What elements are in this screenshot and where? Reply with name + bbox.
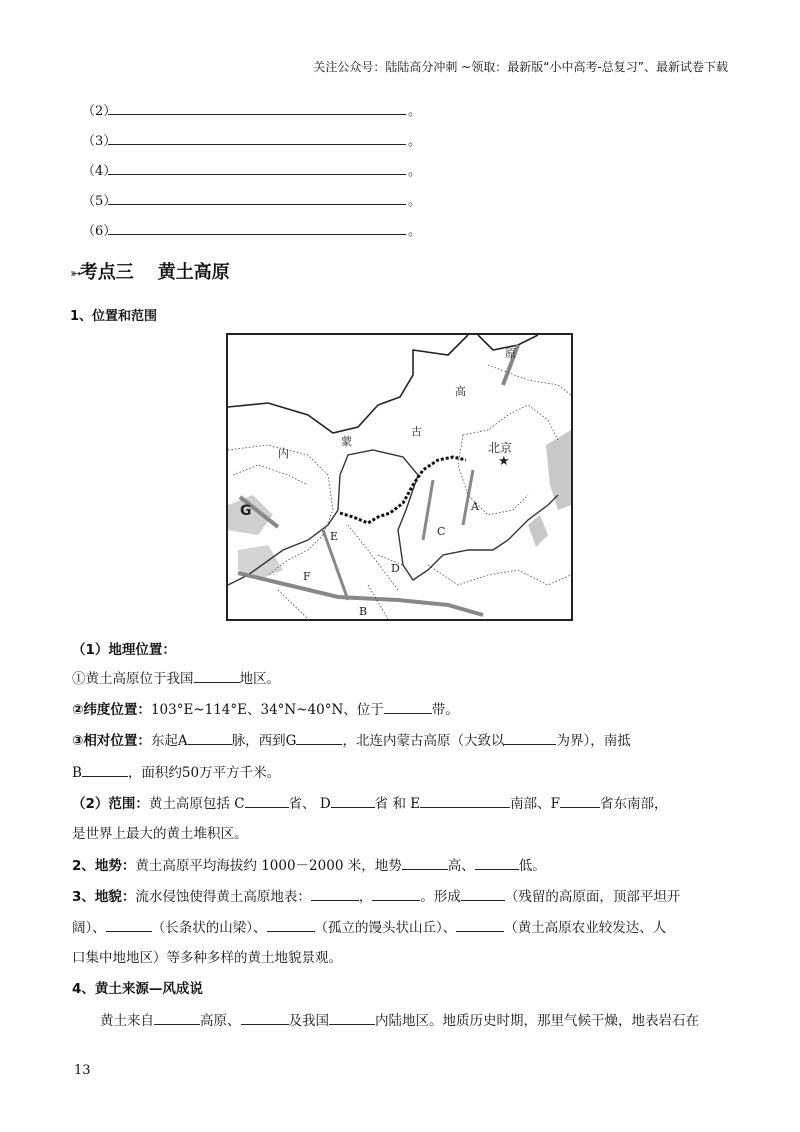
map-label-nei: 内: [278, 447, 289, 460]
line-terrain: [72, 855, 546, 876]
period: 。: [408, 104, 422, 119]
text: 黄土高原平均海拔约 1000－2000 米，地势: [135, 858, 402, 874]
header-note: 关注公众号：陆陆高分冲刺 ~领取：最新版“小中高考-总复习”、最新试卷下载: [313, 60, 728, 74]
text: （残留的高原面，顶部平坦开: [504, 889, 681, 905]
line-landform-2: [72, 917, 666, 938]
text: 。形成: [420, 889, 461, 905]
map-label-gao: 高: [455, 385, 466, 398]
line-scope-2: 是世界上最大的黄土堆积区。: [72, 826, 248, 842]
item-number: （2）: [82, 104, 117, 119]
text: 黄土高原包括 C: [148, 796, 245, 812]
answer-blank[interactable]: [106, 917, 152, 932]
blank-item-2: [82, 100, 421, 119]
sea-area: [546, 430, 571, 510]
section-number: 考点三: [79, 262, 134, 283]
answer-blank[interactable]: [560, 793, 600, 808]
text: 省东南部，: [599, 796, 668, 812]
text: B: [72, 765, 82, 781]
period: 。: [408, 134, 422, 149]
map-label-beijing: 北京: [488, 441, 513, 455]
lvliang-mountains: [423, 480, 433, 540]
label: ③相对位置：: [72, 733, 151, 749]
answer-blank[interactable]: [267, 917, 315, 932]
great-wall: [340, 457, 466, 523]
text: 高原、: [200, 1013, 241, 1029]
answer-blank[interactable]: [331, 793, 375, 808]
heading-position: 1、位置和范围: [70, 309, 158, 324]
text: 103°E~114°E、34°N~40°N、位于: [150, 702, 384, 718]
heading-loess-source: 4、黄土来源—风成说: [72, 981, 203, 997]
answer-blank[interactable]: [329, 1010, 375, 1025]
beijing-star-icon: ★: [498, 454, 510, 469]
text: （孤立的馒头状山丘）、: [314, 920, 457, 936]
answer-blank[interactable]: [188, 730, 232, 745]
national-border: [228, 335, 468, 433]
period: 。: [408, 224, 422, 239]
answer-line[interactable]: [108, 222, 406, 235]
subsection-location: （1）地理位置：: [72, 642, 176, 658]
map-label-B: B: [359, 605, 368, 618]
taihang-mountains: [463, 470, 473, 525]
loess-plateau-map: [226, 333, 573, 621]
answer-blank[interactable]: [475, 855, 519, 870]
blank-item-4: [82, 160, 421, 179]
label: ②纬度位置：: [72, 702, 151, 718]
text: 东起A: [150, 733, 188, 749]
map-label-F: F: [303, 570, 311, 583]
label: 3、地貌：: [72, 889, 136, 905]
section-title: [70, 258, 230, 284]
answer-blank[interactable]: [402, 855, 448, 870]
text: 流水侵蚀使得黄土高原地表：: [135, 889, 311, 905]
map-label-D: D: [391, 562, 400, 575]
item-number: （4）: [82, 164, 117, 179]
line-relative-position-2: [72, 762, 280, 783]
text: （黄土高原农业较发达、人: [504, 920, 667, 936]
sea-area: [528, 515, 548, 547]
answer-line[interactable]: [108, 132, 406, 145]
line-landform: [72, 886, 680, 907]
answer-blank[interactable]: [372, 886, 420, 901]
text: 及我国: [288, 1013, 329, 1029]
answer-blank[interactable]: [504, 730, 556, 745]
line-loess-source: [100, 1010, 699, 1031]
map-svg: [228, 335, 571, 619]
answer-blank[interactable]: [311, 886, 359, 901]
answer-blank[interactable]: [461, 886, 505, 901]
map-label-yuan: 原: [505, 347, 516, 360]
arrow-icon: ➳: [70, 266, 80, 282]
blank-item-3: [82, 130, 421, 149]
answer-blank[interactable]: [245, 793, 289, 808]
label: （2）范围：: [72, 796, 149, 812]
text: ，: [358, 889, 373, 905]
answer-blank[interactable]: [296, 730, 342, 745]
text: 内陆地区。地质历史时期，那里气候干燥，地表岩石在: [375, 1013, 699, 1029]
map-label-E: E: [330, 530, 339, 543]
text: 阔）、: [72, 920, 106, 936]
text: ，北连内蒙古高原（大致以: [342, 733, 505, 749]
line-region: [72, 668, 280, 689]
answer-line[interactable]: [108, 102, 406, 115]
answer-blank[interactable]: [384, 699, 432, 714]
text: 黄土来自: [100, 1013, 154, 1029]
map-label-meng: 蒙: [341, 435, 352, 448]
answer-line[interactable]: [108, 162, 406, 175]
line-latitude: [72, 699, 459, 720]
answer-blank[interactable]: [456, 917, 504, 932]
text: 为界），南抵: [556, 733, 631, 749]
answer-blank[interactable]: [154, 1010, 200, 1025]
map-label-gu: 古: [411, 425, 422, 438]
text: 南部、F: [510, 796, 560, 812]
answer-line[interactable]: [108, 192, 406, 205]
text: 高、: [447, 858, 475, 874]
text: ①黄土高原位于我国: [72, 671, 194, 687]
item-number: （5）: [82, 194, 117, 209]
text: 带。: [431, 702, 459, 718]
text: 脉，西到G: [231, 733, 297, 749]
text: 省、 D: [288, 796, 331, 812]
item-number: （6）: [82, 224, 117, 239]
map-label-A: A: [471, 500, 479, 513]
text: （长条状的山梁）、: [151, 920, 267, 936]
line-relative-position: [72, 730, 631, 751]
period: 。: [408, 164, 422, 179]
label: 2、地势：: [72, 858, 136, 874]
map-label-G: G: [240, 503, 252, 519]
blank-item-6: [82, 220, 421, 239]
text: 地区。: [239, 671, 280, 687]
item-number: （3）: [82, 134, 117, 149]
text: ，面积约50万平方千米。: [127, 765, 281, 781]
section-subtitle: 黄土高原: [157, 262, 230, 283]
text: 省 和 E: [374, 796, 421, 812]
line-scope: [72, 793, 667, 814]
answer-blank[interactable]: [241, 1010, 289, 1025]
answer-blank[interactable]: [194, 668, 240, 683]
period: 。: [408, 194, 422, 209]
line-landform-3: 口集中地地区）等多种多样的黄土地貌景观。: [72, 950, 342, 966]
text: 低。: [518, 858, 546, 874]
blank-item-5: [82, 190, 421, 209]
map-label-C: C: [437, 525, 446, 538]
page-number: 13: [74, 1063, 91, 1078]
answer-blank[interactable]: [82, 762, 128, 777]
answer-blank[interactable]: [420, 793, 510, 808]
